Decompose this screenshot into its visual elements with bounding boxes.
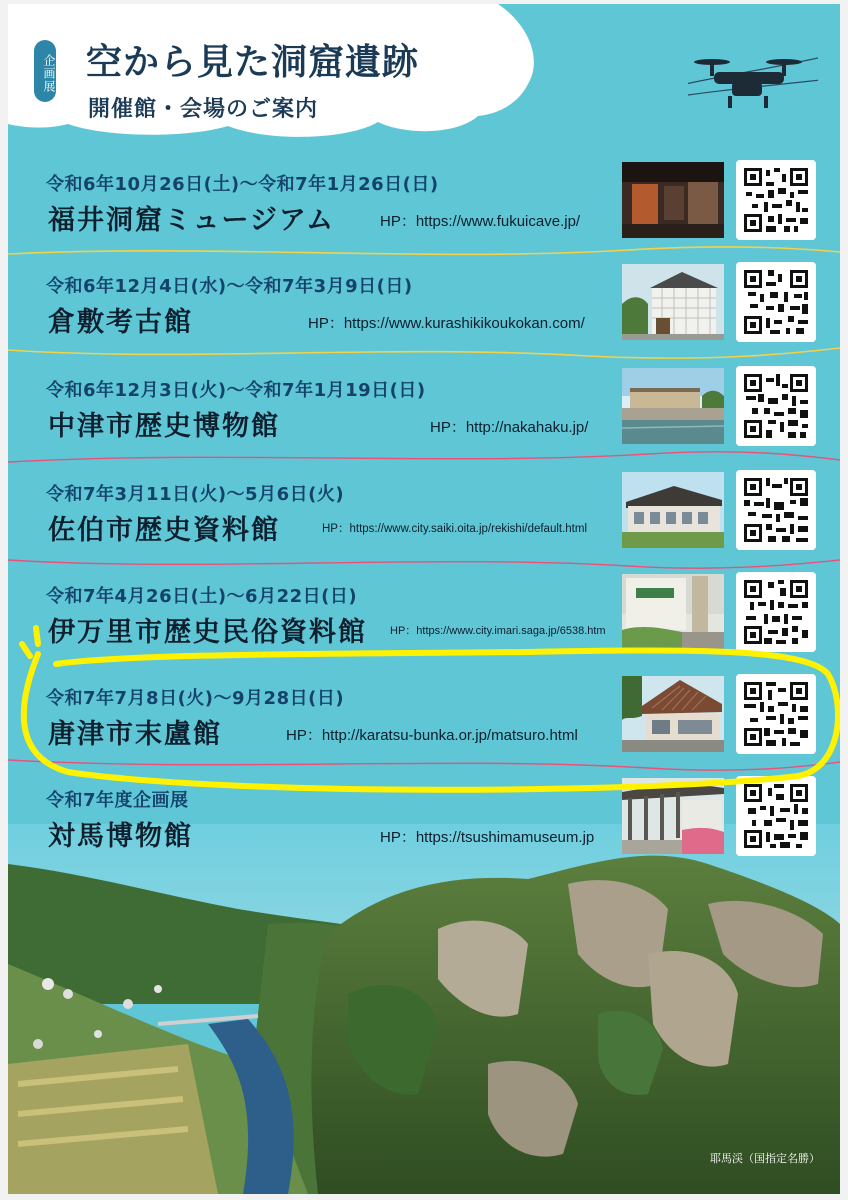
venue-homepage-link[interactable]: HP：https://www.city.saiki.oita.jp/rekishi/default.html	[322, 523, 588, 535]
venue-tsushima	[8, 774, 840, 876]
venue-date: 令和7年度企画展	[46, 790, 189, 811]
venue-homepage-link[interactable]: HP：https://www.fukuicave.jp/	[380, 213, 581, 230]
page-title: 空から見た洞窟遺跡	[86, 42, 420, 83]
white-storehouse-photo	[622, 264, 724, 340]
wave-divider	[8, 342, 840, 366]
venue-homepage-link[interactable]: HP：https://www.city.imari.saga.jp/6538.htm	[390, 625, 606, 637]
drone-icon	[688, 48, 818, 118]
poster	[8, 4, 840, 1194]
exhibition-badge: 企画展	[34, 40, 56, 102]
venue-name: 倉敷考古館	[48, 307, 193, 338]
walkway-building-photo	[622, 778, 724, 854]
venue-homepage-link[interactable]: HP：https://tsushimamuseum.jp	[380, 829, 595, 846]
modern-building-photo	[622, 472, 724, 548]
venue-name: 中津市歴史博物館	[48, 411, 280, 442]
signboard-building-photo	[622, 574, 724, 650]
venue-date: 令和7年3月11日(火)〜5月6日(火)	[46, 484, 345, 505]
venue-name: 伊万里市歴史民俗資料館	[48, 617, 367, 648]
qr-code-icon[interactable]	[736, 366, 816, 446]
venue-date: 令和7年7月8日(火)〜9月28日(日)	[46, 688, 345, 709]
venue-homepage-link[interactable]: HP：https://www.kurashikikoukokan.com/	[308, 315, 585, 332]
venue-name: 対馬博物館	[48, 821, 193, 852]
venue-date: 令和7年4月26日(土)〜6月22日(日)	[46, 586, 358, 607]
qr-code-icon[interactable]	[736, 160, 816, 240]
qr-code-icon[interactable]	[736, 572, 816, 652]
thatched-roof-building-photo	[622, 676, 724, 752]
venue-name: 福井洞窟ミュージアム	[48, 205, 336, 236]
qr-code-icon[interactable]	[736, 776, 816, 856]
riverside-museum-photo	[622, 368, 724, 444]
venue-name: 佐伯市歴史資料館	[48, 515, 280, 546]
wave-divider	[8, 446, 840, 470]
page-subtitle: 開催館・会場のご案内	[88, 97, 319, 122]
venue-name: 唐津市末盧館	[48, 719, 222, 750]
photo-caption: 耶馬渓（国指定名勝）	[710, 1152, 820, 1165]
venue-imari	[8, 570, 840, 672]
qr-code-icon[interactable]	[736, 674, 816, 754]
venue-date: 令和6年12月4日(水)〜令和7年3月9日(日)	[46, 276, 413, 297]
venue-date: 令和6年12月3日(火)〜令和7年1月19日(日)	[46, 380, 426, 401]
qr-code-icon[interactable]	[736, 470, 816, 550]
qr-code-icon[interactable]	[736, 262, 816, 342]
venue-date: 令和6年10月26日(土)〜令和7年1月26日(日)	[46, 174, 439, 195]
museum-interior-photo	[622, 162, 724, 238]
venue-homepage-link[interactable]: HP：http://nakahaku.jp/	[430, 419, 589, 436]
venue-homepage-link[interactable]: HP：http://karatsu-bunka.or.jp/matsuro.html	[286, 727, 578, 744]
